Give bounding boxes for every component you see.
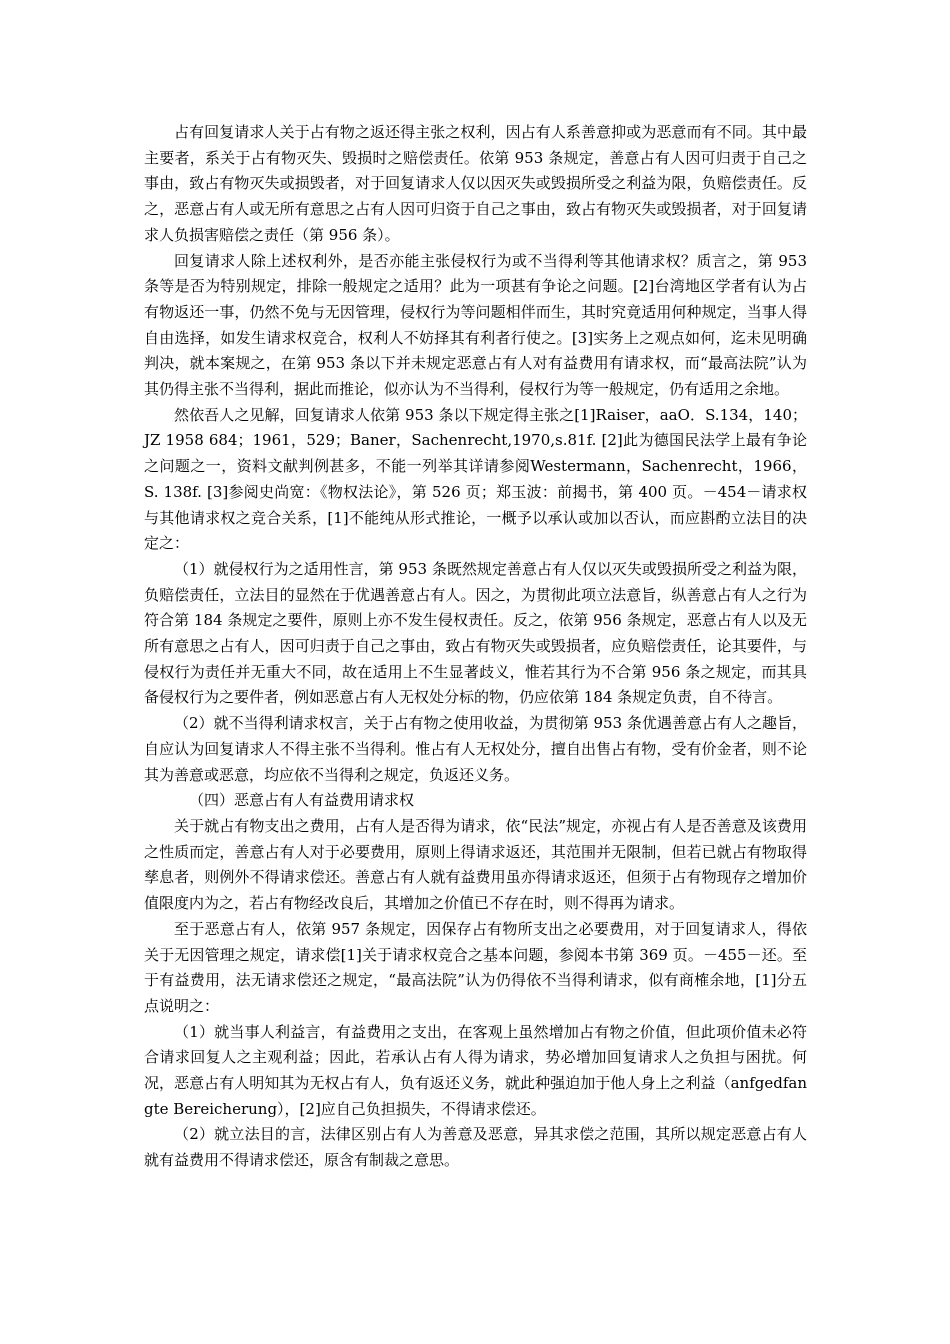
- paragraph: （1）就侵权行为之适用性言，第 953 条既然规定善意占有人仅以灭失或毁损所受之利益为限，负赔偿责任，立法目的显然在于优遇善意占有人。因之，为贯彻此项立法意旨，纵善意占有人之行为符合第 184 条规定之要件，原则上亦不发生侵权责任。反之，依第 956 条规定，恶意占有人以及无所有意思之占有人，因可归责于自己之事由，致占有物灭失或毁损者，应负赔偿责任，论其要件，与侵权行为责任并无重大不同，故在适用上不生显著歧义，惟若其行为不合第 956 条之规定，而其具备侵权行为之要件者，例如恶意占有人无权处分标的物，仍应依第 184 条规定负责，自不待言。: [144, 559, 807, 707]
- paragraph: 然依吾人之见解，回复请求人依第 953 条以下规定得主张之[1]Raiser，aaO．S.134，140；JZ 1958 684；1961，529；Baner，Sachenrecht,1970,s.81f. [2]此为德国民法学上最有争论之问题之一，资料文献判例甚多，不能一列举其详请参阅Westermann，Sachenrecht，1966，S. 138f. [3]参阅史尚宽：《物权法论》，第 526 页；郑玉波：前揭书，第 400 页。－454－请求权与其他请求权之竞合关系，[1]不能纯从形式推论，一概予以承认或加以否认，而应斟酌立法目的决定之：: [144, 405, 807, 553]
- paragraph: 关于就占有物支出之费用，占有人是否得为请求，依“民法”规定，亦视占有人是否善意及该费用之性质而定，善意占有人对于必要费用，原则上得请求返还，其范围并无限制，但若已就占有物取得孳息者，则例外不得请求偿还。善意占有人就有益费用虽亦得请求返还，但须于占有物现存之增加价值限度内为之，若占有物经改良后，其增加之价值已不存在时，则不得再为请求。: [144, 816, 807, 913]
- section-heading: （四）恶意占有人有益费用请求权: [189, 791, 415, 810]
- paragraph: 占有回复请求人关于占有物之返还得主张之权利，因占有人系善意抑或为恶意而有不同。其中最主要者，系关于占有物灭失、毁损时之赔偿责任。依第 953 条规定，善意占有人因可归责于自己之事由，致占有物灭失或损毁者，对于回复请求人仅以因灭失或毁损所受之利益为限，负赔偿责任。反之，恶意占有人或无所有意思之占有人因可归资于自己之事由，致占有物灭失或毁损者，对于回复请求人负损害赔偿之责任（第 956 条）。: [144, 123, 807, 244]
- paragraph: （2）就不当得利请求权言，关于占有物之使用收益，为贯彻第 953 条优遇善意占有人之趣旨，自应认为回复请求人不得主张不当得利。惟占有人无权处分，擅自出售占有物，受有价金者，则不论其为善意或恶意，均应依不当得利之规定，负返还义务。: [144, 714, 807, 784]
- paragraph: （2）就立法目的言，法律区别占有人为善意及恶意，异其求偿之范围，其所以规定恶意占有人就有益费用不得请求偿还，原含有制裁之意思。: [144, 1125, 807, 1170]
- paragraph: 回复请求人除上述权利外，是否亦能主张侵权行为或不当得利等其他请求权？质言之，第 953 条等是否为特别规定，排除一般规定之适用？此为一项甚有争论之问题。[2]台湾地区学者有认为占有物返还一事，仍然不免与无因管理，侵权行为等问题相伴而生，其时究竟适用何种规定，当事人得自由选择，如发生请求权竞合，权利人不妨择其有利者行使之。[3]实务上之观点如何，迄未见明确判决，就本案规之，在第 953 条以下并未规定恶意占有人对有益费用有请求权，而“最高法院”认为其仍得主张不当得利，据此而推论，似亦认为不当得利，侵权行为等一般规定，仍有适用之余地。: [144, 251, 807, 399]
- document-body: [144, 120, 807, 1174]
- paragraph: 至于恶意占有人，依第 957 条规定，因保存占有物所支出之必要费用，对于回复请求人，得依关于无因管理之规定，请求偿[1]关于请求权竞合之基本问题，参阅本书第 369 页。－455－还。至于有益费用，法无请求偿还之规定，“最高法院”认为仍得依不当得利请求，似有商榷余地，[1]分五点说明之：: [144, 919, 807, 1015]
- paragraph: （1）就当事人利益言，有益费用之支出，在客观上虽然增加占有物之价值，但此项价值未必符合请求回复人之主观利益；因此，若承认占有人得为请求，势必增加回复请求人之负担与困扰。何况，恶意占有人明知其为无权占有人，负有返还义务，就此种强迫加于他人身上之利益（anfgedfangte Bereicherung），[2]应自己负担损失，不得请求偿还。: [144, 1022, 807, 1118]
